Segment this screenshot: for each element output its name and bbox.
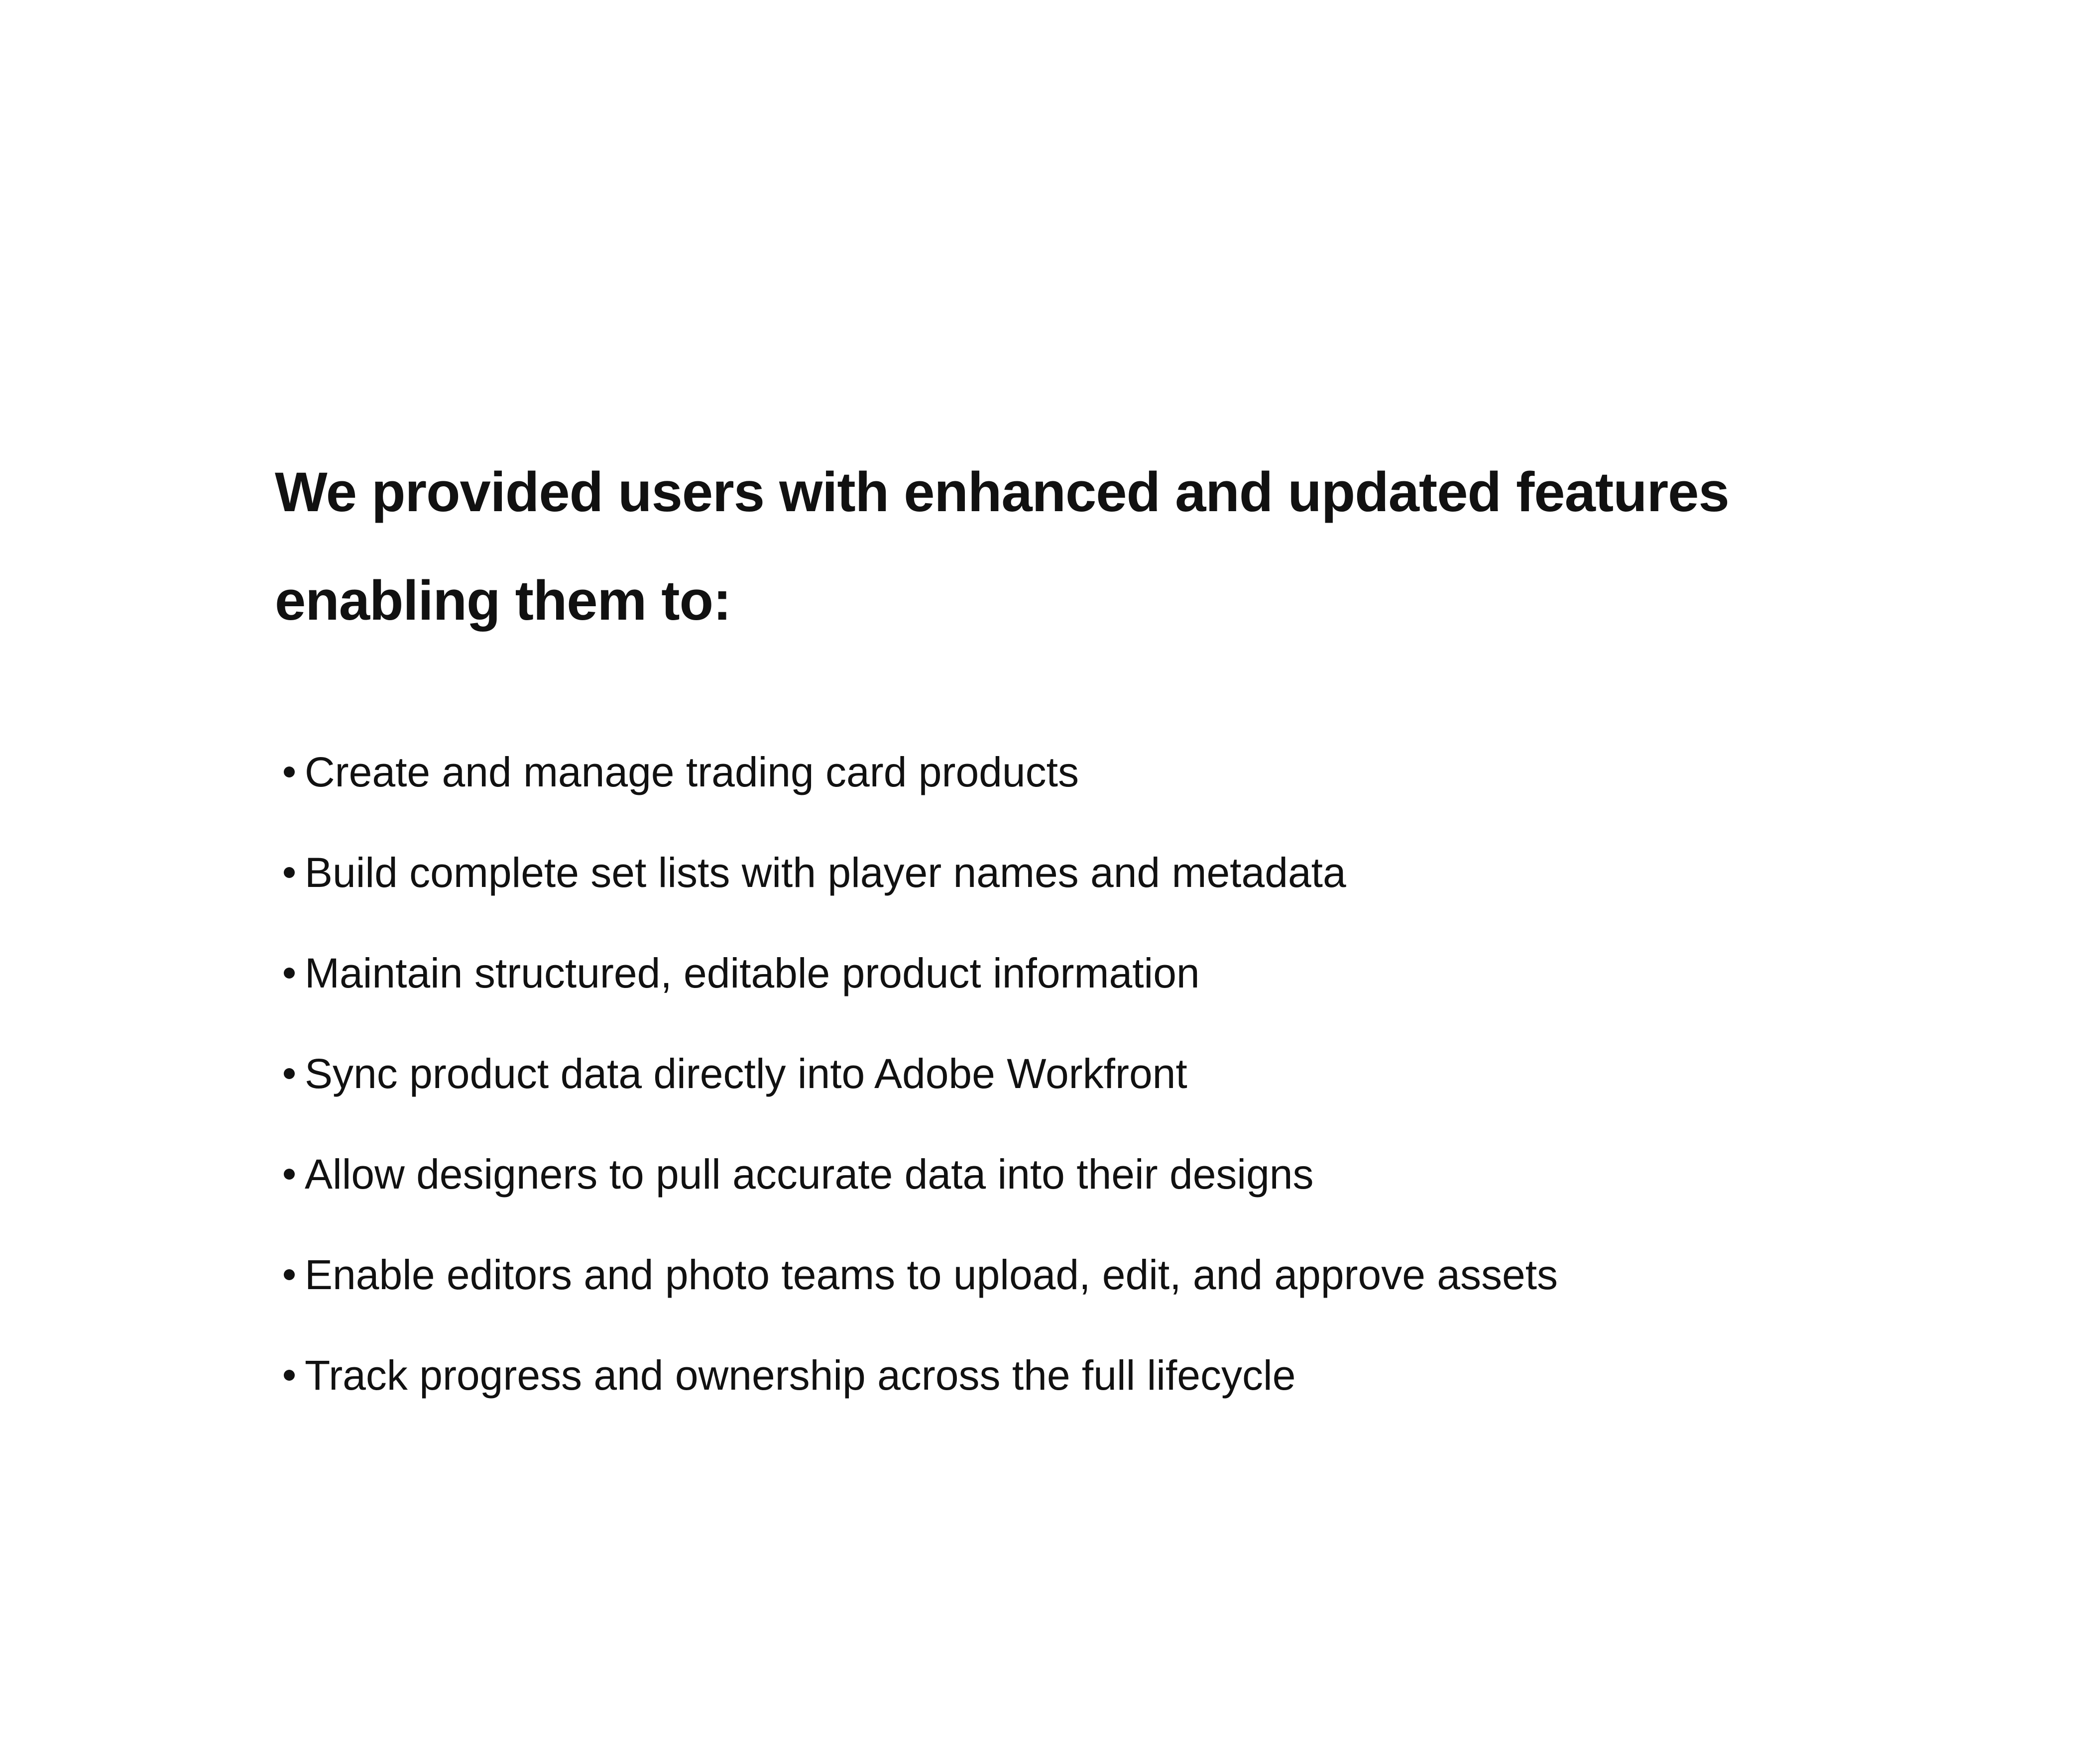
list-item-text: Sync product data directly into Adobe Workfront (305, 1050, 1187, 1097)
bullet-icon (284, 1169, 295, 1180)
list-item-text: Build complete set lists with player names and metadata (305, 849, 1346, 896)
feature-list (275, 722, 1558, 1425)
bullet-icon (284, 968, 295, 979)
heading-line-2: enabling them to: (275, 569, 731, 632)
list-item-text: Allow designers to pull accurate data into their designs (305, 1150, 1314, 1198)
list-item (275, 1224, 1558, 1325)
list-item (275, 722, 1558, 822)
heading-line-1: We provided users with enhanced and updated features (275, 461, 1729, 523)
bullet-icon (284, 1269, 295, 1280)
bullet-icon (284, 1068, 295, 1079)
list-item-text: Enable editors and photo teams to upload, edit, and approve assets (305, 1251, 1558, 1298)
content-section (275, 438, 1918, 1399)
list-item (275, 1124, 1558, 1224)
list-item (275, 1023, 1558, 1124)
list-item (275, 923, 1558, 1023)
list-item-text: Create and manage trading card products (305, 748, 1079, 795)
page-heading (275, 438, 1918, 655)
bullet-icon (284, 867, 295, 878)
list-item-text: Track progress and ownership across the full lifecycle (305, 1351, 1296, 1399)
bullet-icon (284, 1370, 295, 1381)
list-item (275, 1325, 1558, 1425)
bullet-icon (284, 767, 295, 777)
list-item (275, 822, 1558, 923)
list-item-text: Maintain structured, editable product information (305, 949, 1200, 996)
